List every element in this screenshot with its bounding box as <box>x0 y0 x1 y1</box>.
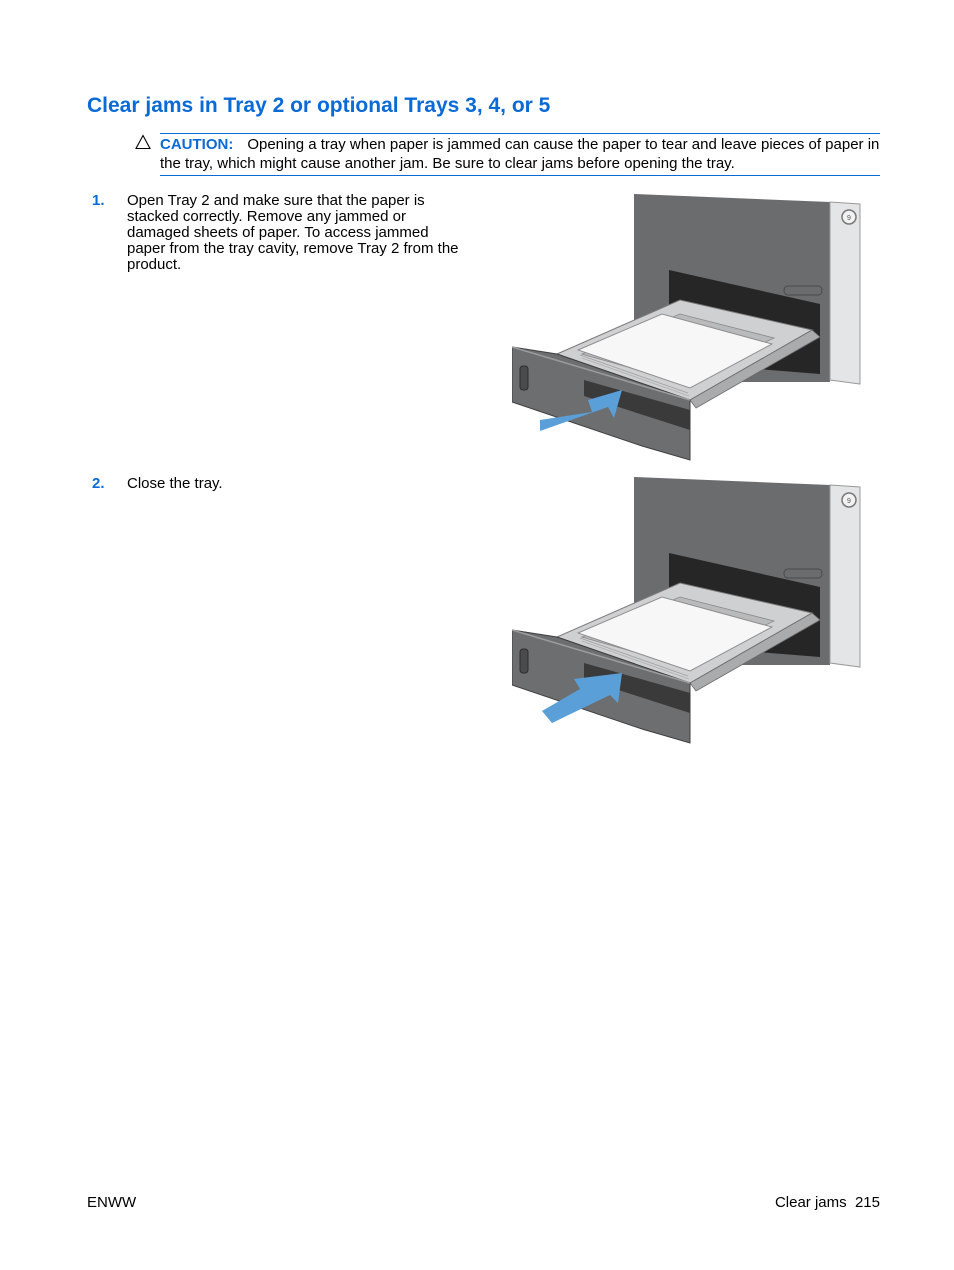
step-number: 1. <box>92 192 105 209</box>
tray-close-icon <box>512 475 862 745</box>
footer-right <box>775 1194 880 1211</box>
step-1 <box>92 193 462 273</box>
footer-section: Clear jams <box>774 1194 847 1211</box>
page-number: 215 <box>854 1194 880 1211</box>
step-text: Open Tray 2 and make sure that the paper is stacked correctly. Remove any jammed or damaged sheets of paper. To access jammed paper from the tray cavity, remove Tray 2 from the product. <box>127 192 459 273</box>
step-text: Close the tray. <box>127 475 223 492</box>
caution-note <box>160 133 880 176</box>
caution-text: Opening a tray when paper is jammed can cause the paper to tear and leave pieces of paper in the tray, which might cause another jam. Be sure to clear jams before opening the tray. <box>160 136 880 172</box>
svg-text:9: 9 <box>847 215 851 222</box>
caution-triangle-icon <box>135 134 151 150</box>
step-2 <box>92 476 462 492</box>
tray-open-icon <box>512 192 862 462</box>
caution-label: CAUTION: <box>160 136 234 153</box>
step-number: 2. <box>92 475 105 492</box>
svg-text:9: 9 <box>847 498 851 505</box>
footer-left: ENWW <box>87 1194 137 1211</box>
page-title: Clear jams in Tray 2 or optional Trays 3, 4, or 5 <box>87 94 551 117</box>
